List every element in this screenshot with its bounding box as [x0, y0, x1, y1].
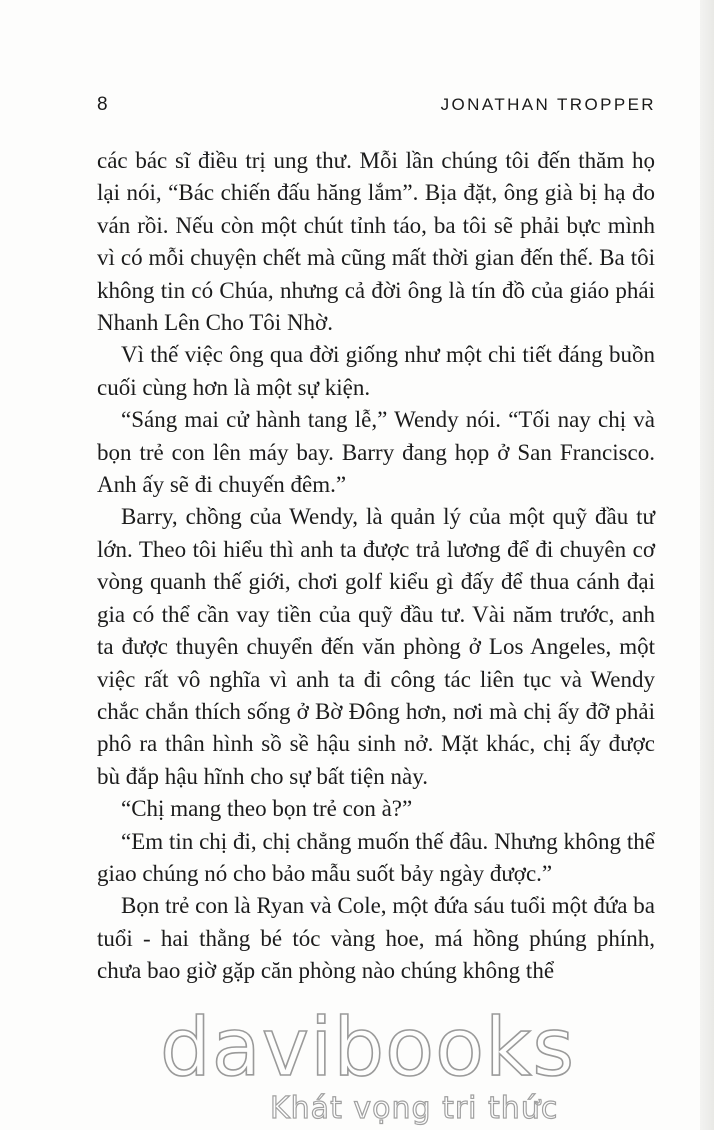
body-text — [97, 145, 655, 988]
paragraph-4: Barry, chồng của Wendy, là quản lý của một quỹ đầu tư lớn. Theo tôi hiểu thì anh ta được trả lương để đi chuyên cơ vòng quanh thế giới, chơi golf kiểu gì đấy để thua cánh đại gia có thể cần vay tiền của quỹ đầu tư. Vài năm trước, anh ta được thuyên chuyển đến văn phòng ở Los Angeles, một việc rất vô nghĩa vì anh ta đi công tác liên tục và Wendy chắc chắn thích sống ở Bờ Đông hơn, nơi mà chị ấy đỡ phải phô ra thân hình sồ sề hậu sinh nở. Mặt khác, chị ấy được bù đắp hậu hĩnh cho sự bất tiện này. — [97, 504, 655, 789]
page-edge-shadow — [700, 0, 714, 1130]
paragraph-7: Bọn trẻ con là Ryan và Cole, một đứa sáu tuổi một đứa ba tuổi - hai thằng bé tóc vàng hoe, má hồng phúng phính, chưa bao giờ gặp căn phòng nào chúng không thể — [97, 893, 655, 984]
paragraph-6: “Em tin chị đi, chị chẳng muốn thế đâu. Nhưng không thể giao chúng nó cho bảo mẫu suốt bảy ngày được.” — [97, 828, 655, 886]
running-head-author: JONATHAN TROPPER — [440, 95, 656, 114]
paragraph-5: “Chị mang theo bọn trẻ con à?” — [121, 796, 413, 822]
page-header — [0, 92, 714, 122]
watermark-tagline: Khát vọng tri thức — [270, 1091, 559, 1126]
watermark-brand: davibooks — [160, 1001, 576, 1094]
paragraph-1: các bác sĩ điều trị ung thư. Mỗi lần chúng tôi đến thăm họ lại nói, “Bác chiến đấu hăng lắm”. Bịa đặt, ông già bị hạ đo ván rồi. Nếu còn một chút tỉnh táo, ba tôi sẽ phải bực mình vì có mỗi chuyện chết mà cũng mất thời gian đến thế. Ba tôi không tin có Chúa, nhưng cả đời ông là tín đồ của giáo phái Nhanh Lên Cho Tôi Nhờ. — [97, 148, 655, 336]
paragraph-2: Vì thế việc ông qua đời giống như một chi tiết đáng buồn cuối cùng hơn là một sự kiện. — [97, 342, 655, 400]
page-number: 8 — [97, 94, 108, 115]
watermark — [0, 1001, 714, 1130]
paragraph-3: “Sáng mai cử hành tang lễ,” Wendy nói. “Tối nay chị và bọn trẻ con lên máy bay. Barry đang họp ở San Francisco. Anh ấy sẽ đi chuyến đêm.” — [97, 407, 655, 498]
